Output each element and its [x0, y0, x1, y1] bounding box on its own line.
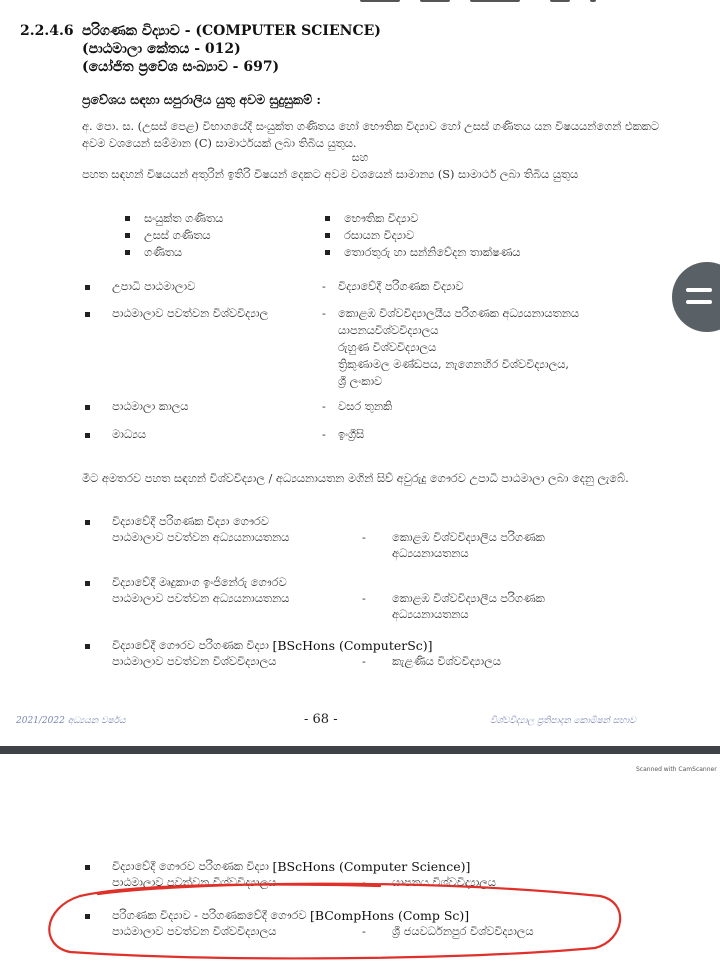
degree-entry-page2: විද්‍යාවේදී ගෞරව පරිගණක විද්‍යා [BScHons (Computer Science)] පාඨමාලාව පවත්වන විශ්වවිද්‍යාලය - යාපනය විශ්වවිද්‍යාලය: [82, 859, 682, 891]
footer-left: 2021/2022 අධ්‍යයන වර්ෂය: [16, 716, 126, 726]
detail-label: පාඨමාලාව පවත්වන විශ්වවිද්‍යාල: [112, 307, 269, 320]
degree-name-en: [BScHons (Computer Science)]: [272, 859, 471, 874]
detail-universities: පාඨමාලාව පවත්වන විශ්වවිද්‍යාල - කොළඹ විශ්වවිද්‍යාලයීය පරිගණක අධ්‍යයනායතනය යාපනයවිශ්වවිද්‍යාලය රුහුණ විශ්වවිද්‍යාලය ත්‍රිකුණාමල මණ්ඩපය, නැගෙනහිර විශ්වවිද්‍යාලය, ශ්‍රී ලංකාව: [82, 305, 682, 390]
red-annotation-ring: [40, 880, 630, 962]
subject-item: උසස් ගණිතය: [144, 229, 211, 242]
degree-name: පරිගණක විද්‍යාව - පරිගණකවේදී ගෞරව: [112, 909, 307, 922]
subject-row: [122, 244, 642, 261]
degree-name: විද්‍යාවේදී ගෞරව පරිගණක විද්‍යා: [112, 860, 269, 873]
proposed-intake: (යෝජිත ප්‍රවේශ සංඛ්‍යාව - 697): [82, 59, 280, 75]
page-number: - 68 -: [304, 712, 338, 727]
degree-university-2: අධ්‍යයනායතනය: [392, 547, 469, 560]
degree-university: කොළඹ විශ්වවිද්‍යාලීය පරිගණක: [392, 531, 545, 544]
subject-item: ගණිතය: [144, 246, 183, 259]
detail-degree: උපාධි පාඨමාලාව - විද්‍යාවේදී පරිගණක විද්‍යාව: [82, 278, 682, 295]
university-item: කොළඹ විශ්වවිද්‍යාලයීය පරිගණක අධ්‍යයනායතනය: [338, 307, 579, 320]
subject-row: [122, 210, 642, 227]
subject-row: [122, 227, 642, 244]
subject-item: තොරතුරු හා සන්නිවේදන තාක්ෂණය: [344, 246, 521, 259]
degree-name: විද්‍යාවේදී මෘදුකාංග ඉංජිනේරු ගෞරව: [112, 576, 287, 589]
paragraph-requirement-2: පහත සඳහන් විෂයයන් අතුරින් ඉතිරි විෂයන් දෙකට අවම වශයෙන් සාමාන්‍ය (S) සාමාර්ථ ලබා තිබිය යුතුය: [82, 168, 579, 181]
top-cut-text-fragment: [360, 0, 620, 4]
degree-university: යාපනය විශ්වවිද්‍යාලය: [392, 876, 496, 889]
bullet-icon: [85, 581, 90, 586]
course-code: (පාඨමාලා කේතය - 012): [82, 41, 241, 57]
degree-sub-label: පාඨමාලාව පවත්වන විශ්වවිද්‍යාලය: [112, 876, 277, 889]
degree-university-2: අධ්‍යයනායතනය: [392, 608, 469, 621]
detail-duration: පාඨමාලා කාලය - වසර තුනකි: [82, 398, 682, 415]
detail-value: ඉංග්‍රීසි: [338, 428, 365, 441]
university-item: ත්‍රිකුණාමල මණ්ඩපය, නැගෙනහිර විශ්වවිද්‍යාලය,: [338, 358, 569, 371]
detail-value: විද්‍යාවේදී පරිගණක විද්‍යාව: [338, 280, 464, 293]
subject-item: රසායන විද්‍යාව: [344, 229, 415, 242]
degree-entry-page2-highlighted: පරිගණක විද්‍යාව - පරිගණකවේදී ගෞරව [BCompHons (Comp Sc)] පාඨමාලාව පවත්වන විශ්වවිද්‍යාලය - ශ්‍රී ජයවර්ධනපුර විශ්වවිද්‍යාලය: [82, 908, 682, 940]
detail-label: මාධ්‍යය: [112, 428, 146, 441]
bullet-icon: [125, 233, 130, 238]
degree-university: ශ්‍රී ජයවර්ධනපුර විශ්වවිද්‍යාලය: [392, 925, 534, 938]
detail-label: පාඨමාලා කාලය: [112, 400, 189, 413]
degree-entry: විද්‍යාවේදී මෘදුකාංග ඉංජිනේරු ගෞරව පාඨමාලාව පවත්වන අධ්‍යයනායතනය - කොළඹ විශ්වවිද්‍යාලීය පරිගණක අධ්‍යයනායතනය: [82, 575, 682, 623]
bullet-icon: [325, 216, 330, 221]
university-item: රුහුණ විශ්වවිද්‍යාලය: [338, 341, 437, 354]
degree-name: විද්‍යාවේදී ගෞරව පරිගණක විද්‍යා: [112, 639, 269, 652]
page-footer: [0, 712, 720, 732]
degree-university: කැළණිය විශ්වවිද්‍යාලය: [392, 655, 501, 668]
bullet-icon: [85, 644, 90, 649]
bullet-icon: [85, 405, 90, 410]
bullet-icon: [325, 233, 330, 238]
and-word: සහ: [351, 151, 369, 164]
degree-sub-label: පාඨමාලාව පවත්වන අධ්‍යයනායතනය: [112, 592, 290, 605]
degree-sub-label: පාඨමාලාව පවත්වන විශ්වවිද්‍යාලය: [112, 925, 277, 938]
bullet-icon: [125, 250, 130, 255]
scanner-watermark: Scanned with CamScanner: [636, 766, 717, 773]
subject-item: සංයුක්ත ගණිතය: [144, 212, 224, 225]
degree-entry: විද්‍යාවේදී ගෞරව පරිගණක විද්‍යා [BScHons (ComputerSc)] පාඨමාලාව පවත්වන විශ්වවිද්‍යාලය - කැළණිය විශ්වවිද්‍යාලය: [82, 638, 682, 670]
degree-university: කොළඹ විශ්වවිද්‍යාලීය පරිගණක: [392, 592, 545, 605]
section-number: 2.2.4.6: [20, 23, 74, 39]
section-title-en: (COMPUTER SCIENCE): [195, 23, 381, 39]
detail-value: වසර තුනකි: [338, 400, 393, 413]
section-header: 2.2.4.6 පරිගණක විද්‍යාව - (COMPUTER SCIENCE) (පාඨමාලා කේතය - 012) (යෝජිත ප්‍රවේශ සංඛ්‍යාව - 697): [20, 23, 381, 75]
bullet-icon: [85, 520, 90, 525]
bullet-icon: [85, 285, 90, 290]
degree-entry: විද්‍යාවේදී පරිගණක විද්‍යා ගෞරව පාඨමාලාව පවත්වන අධ්‍යයනායතනය - කොළඹ විශ්වවිද්‍යාලීය පරිගණක අධ්‍යයනායතනය: [82, 514, 682, 562]
paragraph-requirement-1: අ. පො. ස. (උසස් පෙළ) විභාගයේදී සංයුක්ත ගණිතය හෝ භෞතික විද්‍යාව හෝ උසස් ගණිතය යන විෂයයන්ගෙන් එකකට අවම වශයෙන් සම්මාන (C) සාමාර්ථයක් ලබා තිබිය යුතුය.: [82, 120, 659, 150]
subject-item: භෞතික විද්‍යාව: [344, 212, 419, 225]
requirements-heading: ප්‍රවේශය සඳහා සපුරාලිය යුතු අවම සුදුසුකම් :: [82, 92, 322, 107]
degree-name: විද්‍යාවේදී පරිගණක විද්‍යා ගෞරව: [112, 515, 269, 528]
footer-right: විශ්වවිද්‍යාල ප්‍රතිපාදන කොමිෂන් සභාව: [490, 716, 636, 726]
degree-name-en: [BScHons (ComputerSc)]: [272, 638, 433, 653]
university-list: [338, 305, 678, 390]
university-item: ශ්‍රී ලංකාව: [338, 375, 383, 388]
detail-label: උපාධි පාඨමාලාව: [112, 280, 196, 293]
degree-sub-label: පාඨමාලාව පවත්වන අධ්‍යයනායතනය: [112, 531, 290, 544]
menu-icon-bar: [686, 300, 712, 304]
bullet-icon: [85, 312, 90, 317]
university-item: යාපනයවිශ්වවිද්‍යාලය: [338, 324, 439, 337]
page-divider: [0, 746, 720, 754]
degree-name-en: [BCompHons (Comp Sc)]: [309, 908, 470, 923]
menu-icon-bar: [686, 288, 712, 292]
degree-sub-label: පාඨමාලාව පවත්වන විශ්වවිද්‍යාලය: [112, 655, 277, 668]
detail-medium: මාධ්‍යය - ඉංග්‍රීසි: [82, 426, 682, 443]
subject-list: [122, 210, 642, 261]
bullet-icon: [325, 250, 330, 255]
section-title-si: පරිගණක විද්‍යාව: [82, 23, 180, 39]
paragraph-additional: මීට අමතරව පහත සඳහන් විශ්වවිද්‍යාල / අධ්‍යයනායතන මගින් සිව් අවුරුදු ගෞරව උපාධි පාඨමාලා ලබා දෙනු ලැබේ.: [82, 472, 629, 485]
bullet-icon: [85, 865, 90, 870]
bullet-icon: [85, 433, 90, 438]
bullet-icon: [125, 216, 130, 221]
